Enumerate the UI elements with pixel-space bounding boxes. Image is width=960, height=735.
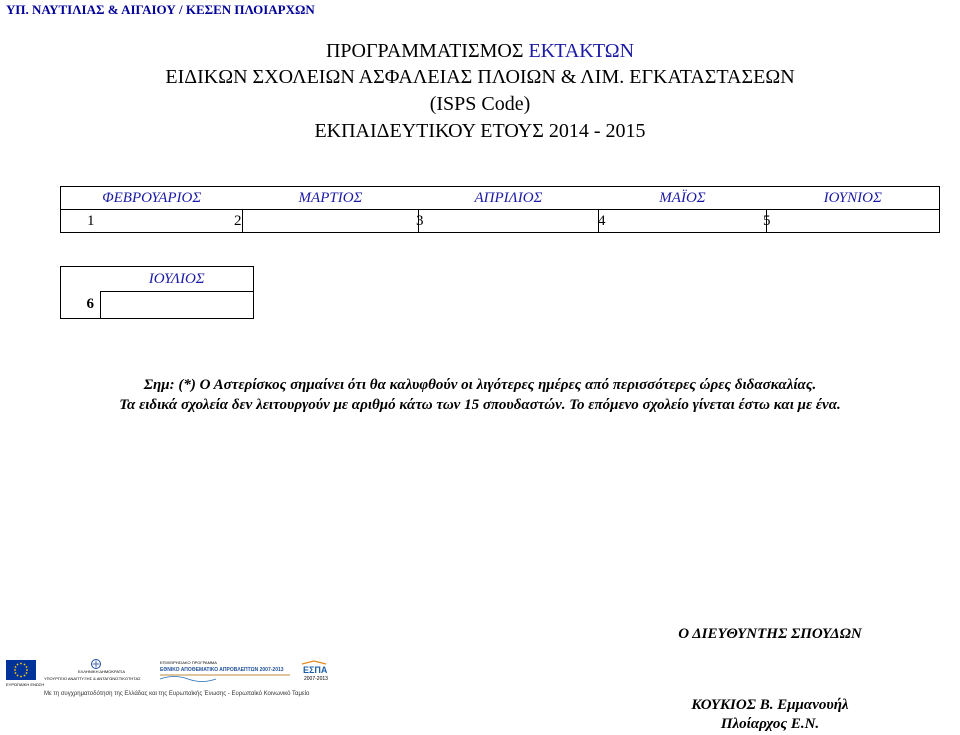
month-number: 4 xyxy=(598,212,606,229)
month-number-cell xyxy=(234,210,419,233)
title-accent: ΕΚΤΑΚΤΩΝ xyxy=(528,40,635,62)
month-name-cell: ΙΟΥΝΙΟΣ xyxy=(767,187,940,210)
month-number-cell xyxy=(599,210,767,233)
months-number-row xyxy=(61,210,940,233)
cofund-text: Με τη συγχρηματοδότηση της Ελλάδας και της Ευρωπαϊκής Ένωσης - Ευρωπαϊκό Κοινωνικό Ταμείο xyxy=(44,691,310,697)
funding-logos xyxy=(4,658,334,708)
month-number-cell xyxy=(763,210,940,233)
ministry-sub-caption: ΥΠΟΥΡΓΕΙΟ ΑΝΑΠΤΥΞΗΣ & ΑΝΤΑΓΩΝΙΣΤΙΚΟΤΗΤΑΣ xyxy=(44,676,141,681)
espa-word: ΕΣΠΑ xyxy=(303,665,328,675)
program-wave-icon xyxy=(160,677,216,682)
title-line-1 xyxy=(0,38,960,64)
program-top-text: ΕΠΙΧΕΙΡΗΣΙΑΚΟ ΠΡΟΓΡΑΜΜΑ xyxy=(160,660,217,665)
espa-years: 2007-2013 xyxy=(304,676,328,682)
month-number: 6 xyxy=(86,296,94,312)
month-number: 1 xyxy=(87,212,95,229)
month-name-cell: ΜΑΡΤΙΟΣ xyxy=(243,187,419,210)
program-main-text: ΕΘΝΙΚΟ ΑΠΟΘΕΜΑΤΙΚΟ ΑΠΡΟΒΛΕΠΤΩΝ 2007-2013 xyxy=(160,667,284,673)
signer-name: ΚΟΥΚΙΟΣ Β. Εμμανουήλ xyxy=(691,697,849,713)
month-number: 3 xyxy=(416,212,424,229)
title-line-2: ΕΙΔΙΚΩΝ ΣΧΟΛΕΙΩΝ ΑΣΦΑΛΕΙΑΣ ΠΛΟΙΩΝ & ΛΙΜ. ΕΓΚΑΤΑΣΤΑΣΕΩΝ xyxy=(165,66,795,88)
july-table xyxy=(60,266,254,319)
funding-logos-svg xyxy=(4,658,334,692)
title-line-4: ΕΚΠΑΙΔΕΥΤΙΚΟΥ ΕΤΟΥΣ 2014 - 2015 xyxy=(314,120,646,142)
months-header-row xyxy=(61,187,940,210)
month-number: 5 xyxy=(763,212,771,229)
note-line-2: Τα ειδικά σχολεία δεν λειτουργούν με αριθμό κάτω των 15 σπουδαστών. Το επόμενο σχολείο γίνεται έστω και με ένα. xyxy=(119,397,841,413)
month-name-cell: ΦΕΒΡΟΥΑΡΙΟΣ xyxy=(61,187,243,210)
month-name-cell: ΜΑΪΟΣ xyxy=(599,187,767,210)
signer-role: Πλοίαρχος Ε.Ν. xyxy=(720,716,820,732)
director-title: Ο ΔΙΕΥΘΥΝΤΗΣ ΣΠΟΥΔΩΝ xyxy=(678,626,862,642)
month-number-cell xyxy=(416,210,599,233)
note-line-1: Σημ: (*) Ο Αστερίσκος σημαίνει ότι θα καλυφθούν οι λιγότερες ημέρες από περισσότερες ώρες διδασκαλίας. xyxy=(143,377,817,393)
july-header-row xyxy=(61,267,254,292)
month-name-cell: ΙΟΥΛΙΟΣ xyxy=(101,267,254,292)
month-number-cell xyxy=(61,210,243,233)
month-number-cell xyxy=(61,292,101,319)
ministry-header: ΥΠ. ΝΑΥΤΙΛΙΑΣ & ΑΙΓΑΙΟΥ / ΚΕΣΕΝ ΠΛΟΙΑΡΧΩΝ xyxy=(6,2,315,17)
july-corner-cell xyxy=(61,267,101,292)
title-line-3: (ISPS Code) xyxy=(429,93,531,115)
month-number: 2 xyxy=(234,212,242,229)
july-number-row xyxy=(61,292,254,319)
eu-caption: ΕΥΡΩΠΑΪΚΗ ΕΝΩΣΗ xyxy=(6,682,45,687)
eu-flag-icon xyxy=(6,660,36,680)
months-table xyxy=(60,186,940,233)
ministry-caption: ΕΛΛΗΝΙΚΗ ΔΗΜΟΚΡΑΤΙΑ xyxy=(78,669,125,674)
month-name-cell: ΑΠΡΙΛΙΟΣ xyxy=(419,187,599,210)
title-main: ΠΡΟΓΡΑΜΜΑΤΙΣΜΟΣ xyxy=(325,40,529,62)
greek-emblem-icon xyxy=(92,660,101,669)
july-empty-cell xyxy=(101,292,254,319)
